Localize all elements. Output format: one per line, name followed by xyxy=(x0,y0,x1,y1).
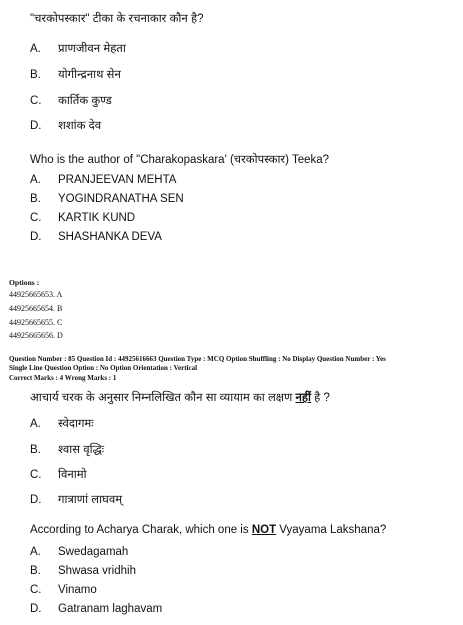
question-meta-line3: Correct Marks : 4 Wrong Marks : 1 xyxy=(9,374,117,382)
q1-english-option-b xyxy=(30,193,184,205)
option-text: Vinamo xyxy=(58,584,97,596)
option-id-c: 44925665655. C xyxy=(9,318,63,327)
q2-hindi-emphasis: नहीं xyxy=(295,392,311,404)
q2-english-part2: Vyayama Lakshana? xyxy=(276,524,387,536)
option-text: गात्राणां लाघवम् xyxy=(58,494,123,506)
option-letter: A. xyxy=(30,418,41,430)
question1-english-text: Who is the author of "Charakopaskara' (चरकोपस्कार) Teeka? xyxy=(30,154,330,166)
q2-hindi-part1: आचार्य चरक के अनुसार निम्नलिखित कौन सा व्यायाम का लक्षण xyxy=(30,392,296,404)
option-text: SHASHANKA DEVA xyxy=(58,231,162,243)
option-letter: C. xyxy=(30,212,42,224)
option-text: KARTIK KUND xyxy=(58,212,136,224)
q1-english-option-c xyxy=(30,212,135,224)
option-letter: D. xyxy=(30,120,42,132)
q1-english-option-a xyxy=(30,174,176,186)
question1-hindi-text: "चरकोपस्कार" टीका के रचनाकार कौन है? xyxy=(30,13,204,25)
q1-hindi-option-d xyxy=(30,118,101,133)
option-text: योगीन्द्रनाथ सेन xyxy=(58,69,121,81)
option-letter: C. xyxy=(30,584,42,596)
q2-english-emphasis: NOT xyxy=(251,524,277,536)
question-meta-line2: Single Line Question Option : No Option Orientation : Vertical xyxy=(9,364,198,372)
question2-english-text xyxy=(30,524,386,536)
q2-english-option-a xyxy=(30,546,128,558)
options-heading: Options : xyxy=(9,278,40,287)
q2-hindi-option-d xyxy=(30,492,122,507)
q2-hindi-option-c xyxy=(30,467,87,482)
option-text: प्राणजीवन मेहता xyxy=(58,43,126,55)
option-text: Shwasa vridhih xyxy=(58,565,136,577)
option-text: शशांक देव xyxy=(58,120,102,132)
option-text: कार्तिक कुण्ड xyxy=(58,95,112,107)
q2-hindi-option-b xyxy=(30,442,104,457)
option-letter: B. xyxy=(30,444,41,456)
option-id-d: 44925665656. D xyxy=(9,331,63,340)
q1-hindi-option-b xyxy=(30,67,121,82)
option-letter: A. xyxy=(30,174,41,186)
q2-english-option-d xyxy=(30,603,162,615)
q1-hindi-option-c xyxy=(30,93,112,108)
option-id-a: 44925665653. A xyxy=(9,290,63,299)
q2-english-option-c xyxy=(30,584,97,596)
option-letter: C. xyxy=(30,95,42,107)
option-text: YOGINDRANATHA SEN xyxy=(58,193,184,205)
option-text: Swedagamah xyxy=(58,546,129,558)
option-text: PRANJEEVAN MEHTA xyxy=(58,174,177,186)
option-text: विनामो xyxy=(58,469,87,481)
option-letter: A. xyxy=(30,546,41,558)
option-letter: C. xyxy=(30,469,42,481)
option-id-b: 44925665654. B xyxy=(9,304,63,313)
option-letter: B. xyxy=(30,193,41,205)
option-text: स्वेदागमः xyxy=(58,418,94,430)
q2-english-part1: According to Acharya Charak, which one is xyxy=(30,524,252,536)
q1-english-option-d xyxy=(30,231,162,243)
q2-hindi-option-a xyxy=(30,416,94,431)
option-text: Gatranam laghavam xyxy=(58,603,163,615)
q2-english-option-b xyxy=(30,565,136,577)
q1-hindi-option-a xyxy=(30,41,126,56)
question-meta-line1: Question Number : 85 Question Id : 44925616663 Question Type : MCQ Option Shuffling : No Display Question Number : Yes xyxy=(9,355,386,363)
option-text: श्वास वृद्धिः xyxy=(58,444,105,456)
option-letter: B. xyxy=(30,69,41,81)
option-letter: D. xyxy=(30,494,42,506)
option-letter: D. xyxy=(30,603,42,615)
question2-hindi-text xyxy=(30,390,330,405)
q2-hindi-part2: है ? xyxy=(310,392,330,404)
option-letter: A. xyxy=(30,43,41,55)
option-letter: D. xyxy=(30,231,42,243)
option-letter: B. xyxy=(30,565,41,577)
